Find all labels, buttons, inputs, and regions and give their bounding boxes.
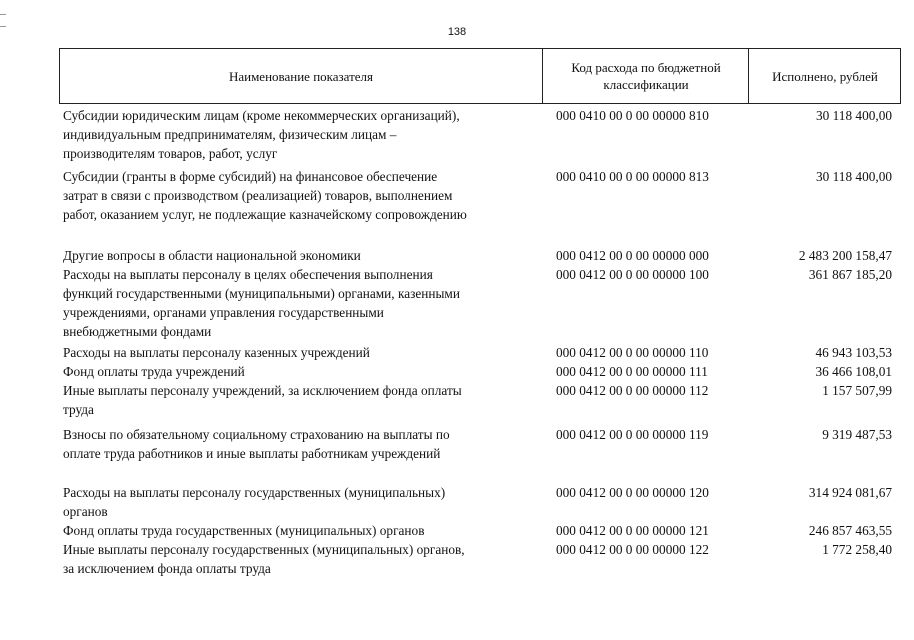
row-name-line: учреждениями, органами управления государственными [63,305,384,320]
page-number: 138 [447,26,467,38]
table-header [59,48,901,104]
row-name-line: за исключением фонда оплаты труда [63,561,271,576]
row-name-line: индивидуальным предпринимателям, физическим лицам – [63,127,397,142]
row-name-line: органов [63,504,108,519]
row-name [63,425,537,463]
header-code [542,49,749,103]
row-code: 000 0410 00 0 00 00000 810 [556,108,709,123]
row-name-line: Расходы на выплаты персоналу казенных учреждений [63,345,370,360]
row-amount: 1 157 507,99 [822,383,892,398]
scan-mark [0,14,6,15]
row-amount: 2 483 200 158,47 [798,248,892,263]
header-amount-text: Исполнено, рублей [772,68,878,84]
row-amount: 9 319 487,53 [822,427,892,442]
row-name [63,246,537,265]
row-name [63,265,537,341]
row-name-line: Взносы по обязательному социальному страхованию на выплаты по [63,427,450,442]
scan-mark [0,26,6,27]
row-name [63,381,537,419]
row-name-line: работ, оказанием услуг, не подлежащие казначейскому сопровождению [63,207,467,222]
row-name [63,521,537,540]
header-amount [748,49,901,103]
row-name [63,106,537,163]
row-name-line: Иные выплаты персоналу государственных (муниципальных) органов, [63,542,465,557]
row-amount: 30 118 400,00 [816,169,892,184]
row-name-line: Субсидии (гранты в форме субсидий) на финансовое обеспечение [63,169,438,184]
row-name-line: функций государственными (муниципальными) органами, казенными [63,286,460,301]
row-name-line: Иные выплаты персоналу учреждений, за исключением фонда оплаты [63,383,462,398]
row-code: 000 0410 00 0 00 00000 813 [556,169,709,184]
row-name-line: Фонд оплаты труда государственных (муниципальных) органов [63,523,425,538]
row-name-line: Субсидии юридическим лицам (кроме некоммерческих организаций), [63,108,460,123]
row-amount: 30 118 400,00 [816,108,892,123]
row-name-line: Фонд оплаты труда учреждений [63,364,245,379]
row-name-line: Расходы на выплаты персоналу государственных (муниципальных) [63,485,446,500]
row-code: 000 0412 00 0 00 00000 121 [556,523,709,538]
row-amount: 361 867 185,20 [808,267,892,282]
row-name-line: Другие вопросы в области национальной экономики [63,248,361,263]
row-amount: 246 857 463,55 [808,523,892,538]
row-name-line: затрат в связи с производством (реализацией) товаров, выполнением [63,188,453,203]
row-name [63,343,537,362]
row-code: 000 0412 00 0 00 00000 110 [556,345,709,360]
header-code-line-2: классификации [603,77,689,92]
row-name-line: Расходы на выплаты персоналу в целях обеспечения выполнения [63,267,433,282]
header-name [60,49,542,103]
row-name [63,362,537,381]
row-name-line: оплате труда работников и иные выплаты работникам учреждений [63,446,441,461]
header-name-text: Наименование показателя [228,68,374,84]
row-code: 000 0412 00 0 00 00000 112 [556,383,709,398]
row-name [63,540,537,578]
row-amount: 314 924 081,67 [808,485,892,500]
row-name-line: труда [63,402,94,417]
row-name [63,483,537,521]
row-code: 000 0412 00 0 00 00000 100 [556,267,709,282]
row-code: 000 0412 00 0 00 00000 111 [556,364,708,379]
row-amount: 36 466 108,01 [815,364,892,379]
row-name [63,167,537,224]
row-name-line: внебюджетными фондами [63,324,212,339]
row-amount: 46 943 103,53 [815,345,892,360]
row-code: 000 0412 00 0 00 00000 122 [556,542,709,557]
row-code: 000 0412 00 0 00 00000 119 [556,427,709,442]
row-amount: 1 772 258,40 [822,542,892,557]
row-name-line: производителям товаров, работ, услуг [63,146,278,161]
row-code: 000 0412 00 0 00 00000 120 [556,485,709,500]
header-code-line-1: Код расхода по бюджетной [571,60,721,75]
row-code: 000 0412 00 0 00 00000 000 [556,248,709,263]
